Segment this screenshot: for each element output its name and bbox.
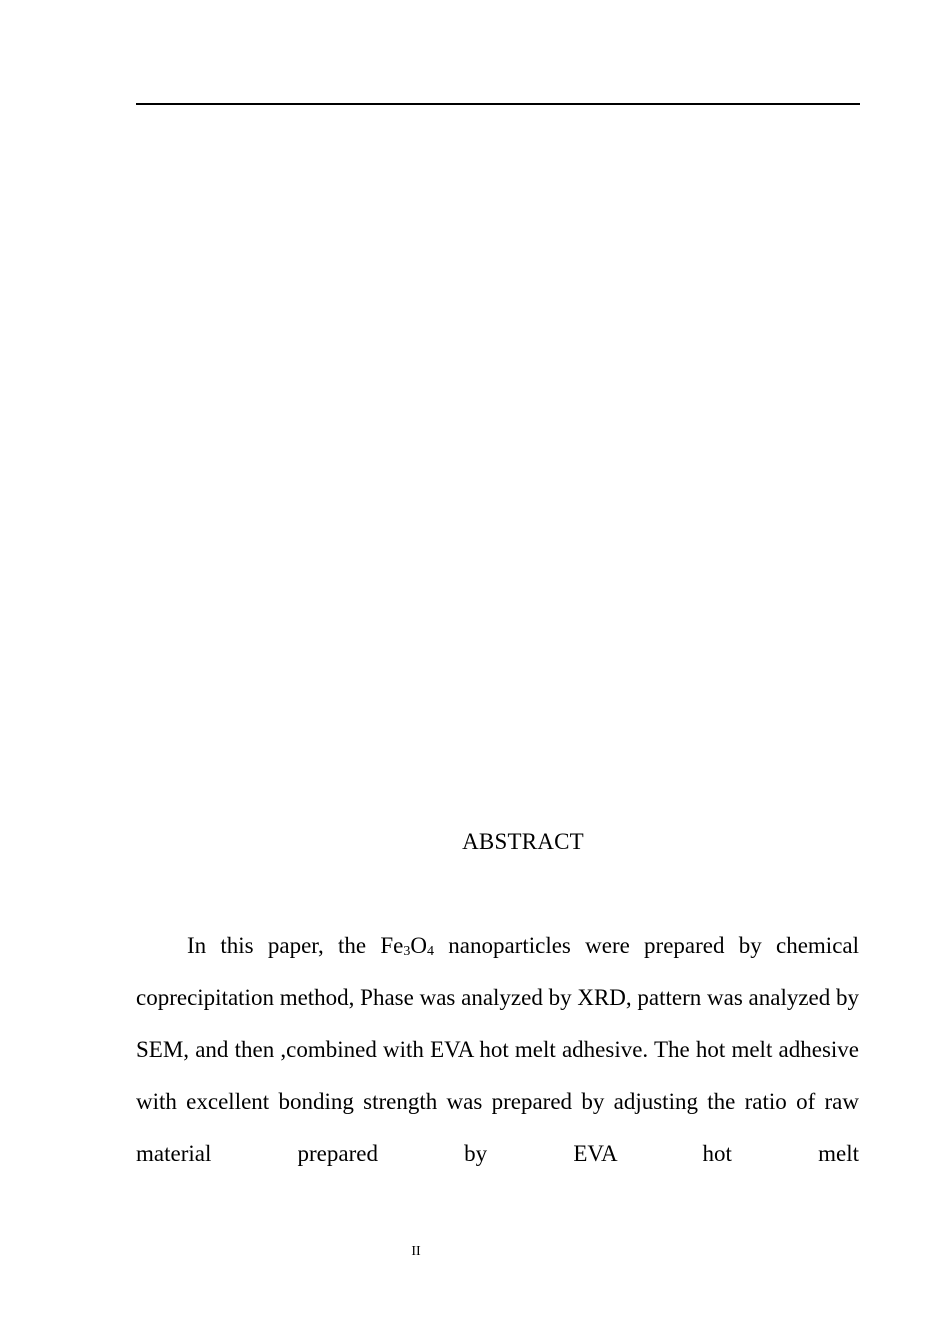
abstract-title: ABSTRACT — [462, 829, 584, 854]
abstract-paragraph — [136, 920, 859, 1180]
page-number: II — [411, 1244, 421, 1259]
header-rule — [136, 103, 860, 105]
abstract-text-part3: nanoparticles were prepared by chemical coprecipitation method, Phase was analyzed by XRD, pattern was analyzed by SEM, and then ,combined with EVA hot melt adhesive. The hot melt adhesive with excellent bonding strength was prepared by adjusting the ratio of raw material prepared by EVA hot melt — [136, 933, 859, 1166]
abstract-subscript-4: 4 — [427, 944, 435, 959]
abstract-text-part1: In this paper, the Fe — [187, 933, 404, 958]
abstract-text-part2: O — [410, 933, 428, 958]
abstract-subscript-3: 3 — [403, 944, 411, 959]
